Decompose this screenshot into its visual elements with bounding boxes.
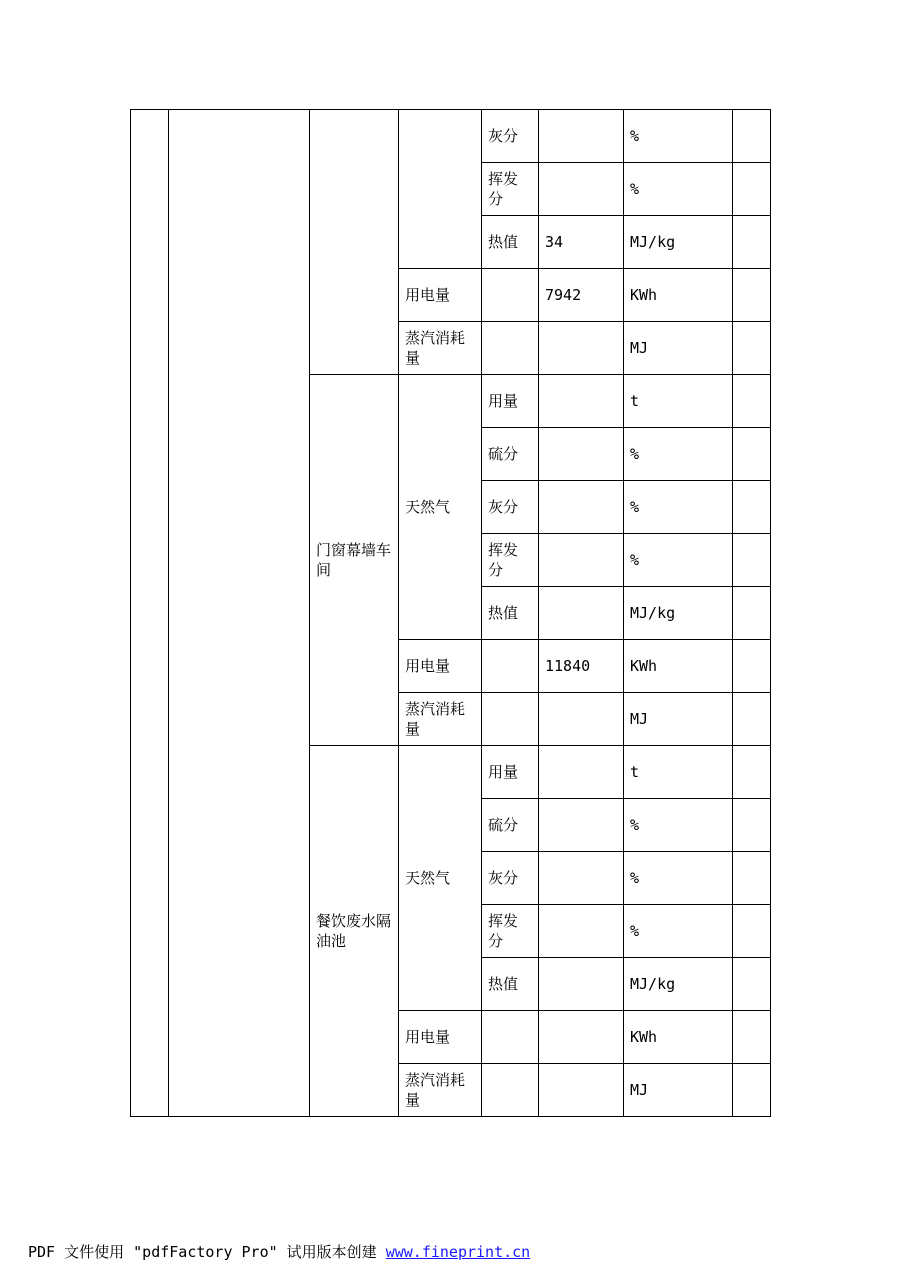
value-cell: [539, 1011, 624, 1064]
item-label: 用量: [482, 746, 539, 799]
remark-cell: [733, 428, 771, 481]
remark-cell: [733, 799, 771, 852]
remark-cell: [733, 216, 771, 269]
category-cell: [169, 110, 310, 1117]
remark-cell: [733, 110, 771, 163]
unit-cell: %: [624, 481, 733, 534]
empty-cell: [482, 269, 539, 322]
value-cell: [539, 746, 624, 799]
unit-cell: MJ/kg: [624, 216, 733, 269]
unit-cell: MJ: [624, 322, 733, 375]
steam-label: 蒸汽消耗量: [399, 1064, 482, 1117]
workshop-cell: 餐饮废水隔油池: [310, 746, 399, 1117]
unit-cell: MJ/kg: [624, 958, 733, 1011]
workshop-cell: [310, 110, 399, 375]
value-cell: [539, 481, 624, 534]
remark-cell: [733, 322, 771, 375]
value-cell: [539, 905, 624, 958]
empty-cell: [482, 322, 539, 375]
electricity-label: 用电量: [399, 640, 482, 693]
value-cell: [539, 428, 624, 481]
remark-cell: [733, 746, 771, 799]
unit-cell: %: [624, 163, 733, 216]
unit-cell: t: [624, 746, 733, 799]
unit-cell: %: [624, 110, 733, 163]
remark-cell: [733, 958, 771, 1011]
value-cell: 7942: [539, 269, 624, 322]
fineprint-link[interactable]: www.fineprint.cn: [385, 1243, 531, 1261]
item-label: 挥发分: [482, 905, 539, 958]
remark-cell: [733, 852, 771, 905]
item-label: 灰分: [482, 481, 539, 534]
value-cell: [539, 587, 624, 640]
remark-cell: [733, 905, 771, 958]
value-cell: [539, 322, 624, 375]
item-label: 灰分: [482, 852, 539, 905]
unit-cell: %: [624, 428, 733, 481]
empty-cell: [482, 1011, 539, 1064]
item-label: 硫分: [482, 428, 539, 481]
item-label: 挥发分: [482, 534, 539, 587]
unit-cell: %: [624, 852, 733, 905]
unit-cell: %: [624, 534, 733, 587]
workshop-cell: 门窗幕墙车间: [310, 375, 399, 746]
unit-cell: %: [624, 905, 733, 958]
item-label: 热值: [482, 216, 539, 269]
remark-cell: [733, 1011, 771, 1064]
unit-cell: MJ: [624, 693, 733, 746]
remark-cell: [733, 269, 771, 322]
unit-cell: MJ/kg: [624, 587, 733, 640]
value-cell: [539, 958, 624, 1011]
item-label: 热值: [482, 587, 539, 640]
pdf-footer: [28, 1241, 530, 1262]
value-cell: [539, 852, 624, 905]
value-cell: [539, 799, 624, 852]
unit-cell: t: [624, 375, 733, 428]
item-label: 挥发分: [482, 163, 539, 216]
footer-text: PDF 文件使用 "pdfFactory Pro" 试用版本创建: [28, 1243, 386, 1261]
unit-cell: KWh: [624, 269, 733, 322]
remark-cell: [733, 640, 771, 693]
remark-cell: [733, 375, 771, 428]
remark-cell: [733, 693, 771, 746]
remark-cell: [733, 534, 771, 587]
item-label: 热值: [482, 958, 539, 1011]
remark-cell: [733, 163, 771, 216]
table-row: [131, 110, 771, 163]
fuel-cell: 天然气: [399, 375, 482, 640]
remark-cell: [733, 587, 771, 640]
value-cell: [539, 163, 624, 216]
value-cell: 11840: [539, 640, 624, 693]
remark-cell: [733, 1064, 771, 1117]
value-cell: [539, 1064, 624, 1117]
index-cell: [131, 110, 169, 1117]
item-label: 硫分: [482, 799, 539, 852]
unit-cell: MJ: [624, 1064, 733, 1117]
fuel-cell: 天然气: [399, 746, 482, 1011]
energy-consumption-table: [130, 109, 771, 1117]
remark-cell: [733, 481, 771, 534]
empty-cell: [482, 640, 539, 693]
value-cell: [539, 375, 624, 428]
unit-cell: %: [624, 799, 733, 852]
steam-label: 蒸汽消耗量: [399, 322, 482, 375]
electricity-label: 用电量: [399, 269, 482, 322]
value-cell: [539, 110, 624, 163]
item-label: 用量: [482, 375, 539, 428]
value-cell: [539, 693, 624, 746]
value-cell: 34: [539, 216, 624, 269]
empty-cell: [482, 1064, 539, 1117]
steam-label: 蒸汽消耗量: [399, 693, 482, 746]
empty-cell: [482, 693, 539, 746]
electricity-label: 用电量: [399, 1011, 482, 1064]
fuel-cell: [399, 110, 482, 269]
unit-cell: KWh: [624, 640, 733, 693]
item-label: 灰分: [482, 110, 539, 163]
value-cell: [539, 534, 624, 587]
unit-cell: KWh: [624, 1011, 733, 1064]
